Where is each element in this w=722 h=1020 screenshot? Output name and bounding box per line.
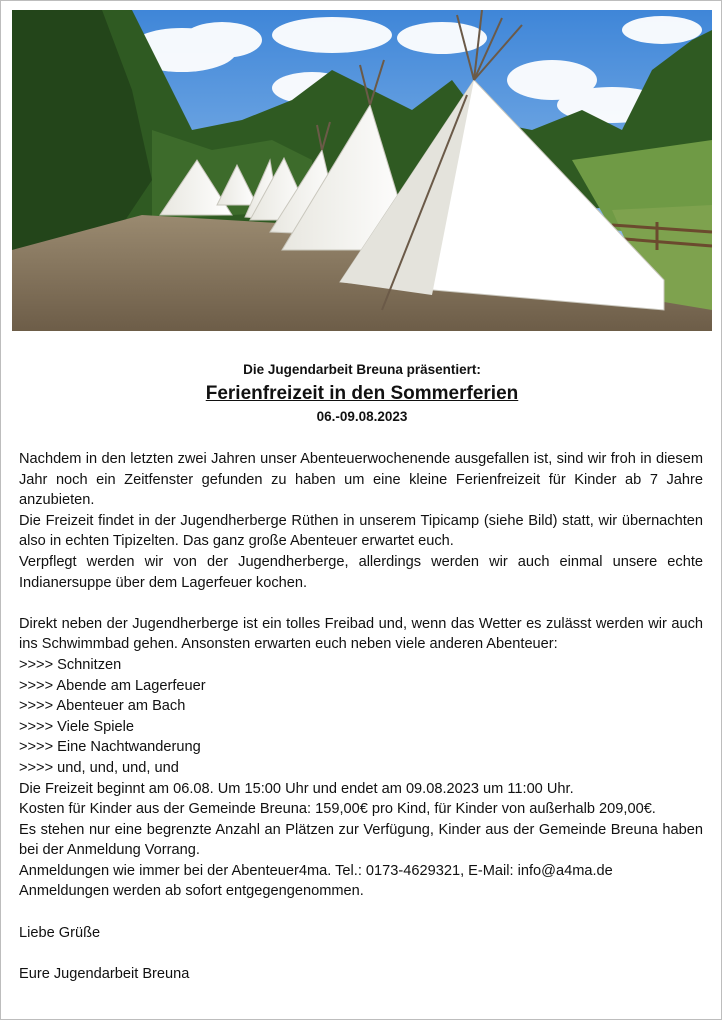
- activities-intro-paragraph: Direkt neben der Jugendherberge ist ein tolles Freibad und, wenn das Wetter es zulässt werden wir auch ins Schwimmbad gehen. Ansonsten erwarten euch neben viele anderen Abenteuer:: [19, 615, 703, 653]
- registration-note: Anmeldungen werden ab sofort entgegengenommen.: [19, 883, 364, 900]
- tipi-camp-illustration: [12, 10, 712, 331]
- schedule-line: Die Freizeit beginnt am 06.08. Um 15:00 Uhr und endet am 09.08.2023 um 11:00 Uhr.: [19, 780, 574, 797]
- flyer-body: [19, 449, 703, 984]
- flyer-header: [1, 361, 722, 426]
- food-paragraph: Verpflegt werden wir von der Jugendherberge, allerdings werden wir auch einmal unsere echte Indianersuppe über dem Lagerfeuer kochen.: [19, 553, 703, 591]
- page-title: Ferienfreizeit in den Sommerferien: [205, 383, 519, 404]
- intro-paragraph: Nachdem in den letzten zwei Jahren unser Abenteuerwochenende ausgefallen ist, sind wir froh in diesem Jahr noch ein Zeitfenster gefunden zu haben um eine kleine Ferienfreizeit für Kinder ab 7 Jahre anzubieten.: [19, 451, 703, 509]
- costs-line: Kosten für Kinder aus der Gemeinde Breuna: 159,00€ pro Kind, für Kinder von außerhalb 209,00€.: [19, 801, 656, 818]
- greeting: Liebe Grüße: [19, 924, 101, 941]
- activity-item: >>>> Viele Spiele: [19, 718, 134, 735]
- spacer: [19, 902, 703, 923]
- event-dates: 06.-09.08.2023: [316, 409, 408, 424]
- signature: Eure Jugendarbeit Breuna: [19, 965, 190, 982]
- activity-item: >>>> Schnitzen: [19, 656, 122, 673]
- priority-paragraph: Es stehen nur eine begrenzte Anzahl an Plätzen zur Verfügung, Kinder aus der Gemeinde Breuna haben bei der Anmeldung Vorrang.: [19, 821, 703, 859]
- tipi-camp-photo: [12, 10, 712, 331]
- presenter-line: Die Jugendarbeit Breuna präsentiert:: [243, 362, 481, 377]
- spacer: [19, 593, 703, 614]
- activity-item: >>>> Abende am Lagerfeuer: [19, 677, 206, 694]
- location-paragraph: Die Freizeit findet in der Jugendherberge Rüthen in unserem Tipicamp (siehe Bild) statt, wir übernachten also in echten Tipizelten. Das ganz große Abenteuer erwartet euch.: [19, 512, 703, 550]
- registration-line: Anmeldungen wie immer bei der Abenteuer4ma. Tel.: 0173-4629321, E-Mail: info@a4ma.de: [19, 862, 613, 879]
- activity-item: >>>> Abenteuer am Bach: [19, 698, 186, 715]
- activity-item: >>>> und, und, und, und: [19, 759, 179, 776]
- activity-item: >>>> Eine Nachtwanderung: [19, 739, 201, 756]
- spacer: [19, 943, 703, 964]
